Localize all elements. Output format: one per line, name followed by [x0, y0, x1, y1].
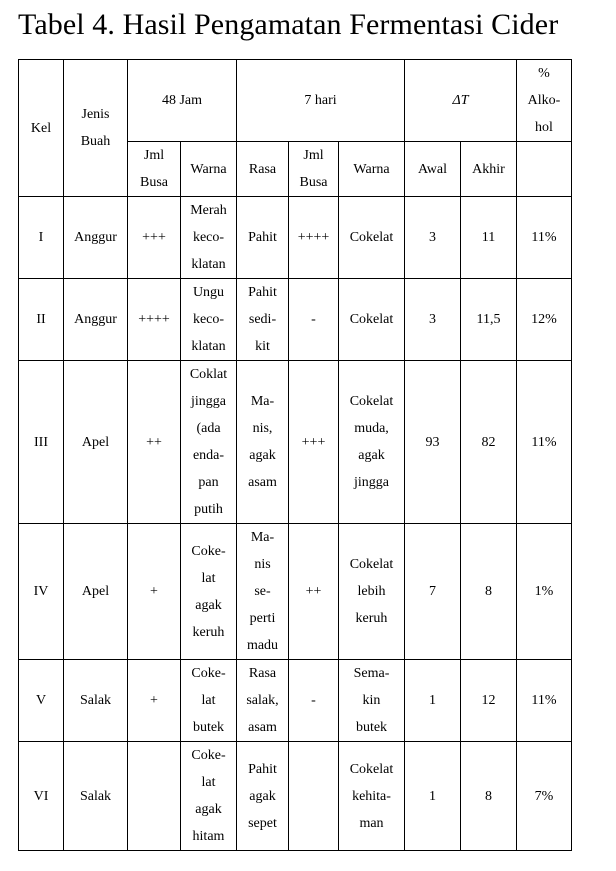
- cell-akhir: 11: [461, 197, 517, 279]
- cell-line: Pahit: [248, 761, 277, 777]
- cell-busa7: [289, 742, 339, 851]
- table-row: [19, 660, 572, 742]
- cell-awal: 1: [405, 660, 461, 742]
- cell-warna48: [181, 742, 237, 851]
- cell-busa48: ++: [128, 361, 181, 524]
- cell-line: kehita-: [352, 788, 391, 804]
- cell-buah: Anggur: [64, 197, 128, 279]
- header-alkohol-sub: [517, 142, 572, 197]
- cell-buah: Salak: [64, 742, 128, 851]
- cell-alkohol: 11%: [517, 660, 572, 742]
- cell-line: Cokelat: [349, 230, 394, 245]
- cell-warna7: [339, 197, 405, 279]
- header-alkohol-line: Alko-: [527, 93, 561, 108]
- header-jml-busa-7: [289, 142, 339, 197]
- cell-busa48: +: [128, 524, 181, 660]
- header-delta-t: ΔT: [405, 60, 517, 142]
- header-alkohol: [517, 60, 572, 142]
- cell-line: Ma-: [250, 394, 275, 409]
- cell-line: Pahit: [248, 285, 277, 300]
- cell-line: Pahit: [248, 230, 277, 245]
- cell-line: jingga: [191, 394, 226, 409]
- cell-line: agak: [249, 788, 276, 804]
- cell-buah: Apel: [64, 361, 128, 524]
- header-jenis-line: Jenis: [81, 107, 110, 122]
- cell-line: sedi-: [248, 312, 277, 327]
- cell-line: Cokelat: [349, 394, 394, 409]
- cell-rasa: [237, 197, 289, 279]
- cell-line: Coke-: [191, 748, 226, 763]
- fermentation-table: [18, 59, 572, 851]
- cell-warna48: [181, 361, 237, 524]
- cell-kel: I: [19, 197, 64, 279]
- cell-busa7: +++: [289, 361, 339, 524]
- cell-busa7: -: [289, 279, 339, 361]
- cell-awal: 1: [405, 742, 461, 851]
- cell-busa48: ++++: [128, 279, 181, 361]
- cell-alkohol: 11%: [517, 361, 572, 524]
- header-sub-line: Jml: [303, 148, 324, 163]
- table-row: [19, 361, 572, 524]
- cell-rasa: [237, 279, 289, 361]
- cell-buah: Apel: [64, 524, 128, 660]
- cell-line: Sema-: [353, 666, 390, 681]
- cell-busa7: ++: [289, 524, 339, 660]
- header-jenis-line: Buah: [80, 134, 111, 149]
- cell-akhir: 8: [461, 524, 517, 660]
- cell-line: keruh: [355, 611, 388, 626]
- cell-alkohol: 12%: [517, 279, 572, 361]
- cell-awal: 3: [405, 197, 461, 279]
- cell-line: asam: [248, 475, 277, 490]
- cell-buah: Salak: [64, 660, 128, 742]
- cell-kel: V: [19, 660, 64, 742]
- cell-line: keco-: [192, 312, 225, 327]
- cell-awal: 3: [405, 279, 461, 361]
- cell-busa48: +: [128, 660, 181, 742]
- cell-line: lat: [201, 775, 216, 790]
- cell-line: Coke-: [191, 666, 226, 681]
- cell-line: se-: [254, 584, 271, 599]
- cell-line: nis: [254, 557, 271, 572]
- cell-warna48: [181, 197, 237, 279]
- cell-line: keco-: [192, 230, 225, 245]
- header-akhir: Akhir: [461, 142, 517, 197]
- cell-line: Ungu: [192, 285, 225, 300]
- header-awal: Awal: [405, 142, 461, 197]
- cell-akhir: 11,5: [461, 279, 517, 361]
- header-sub-line: Busa: [140, 175, 168, 190]
- cell-line: agak: [195, 597, 222, 613]
- cell-warna48: [181, 660, 237, 742]
- cell-rasa: [237, 742, 289, 851]
- table-row: [19, 742, 572, 851]
- cell-line: asam: [248, 720, 277, 735]
- cell-line: madu: [246, 638, 279, 653]
- cell-kel: VI: [19, 742, 64, 851]
- cell-line: agak: [358, 448, 385, 463]
- cell-line: klatan: [191, 257, 226, 272]
- cell-rasa: [237, 361, 289, 524]
- cell-line: putih: [194, 502, 223, 517]
- cell-line: Coklat: [189, 367, 228, 382]
- cell-kel: II: [19, 279, 64, 361]
- cell-line: kit: [255, 339, 270, 354]
- cell-line: lat: [201, 693, 216, 708]
- cell-buah: Anggur: [64, 279, 128, 361]
- cell-awal: 7: [405, 524, 461, 660]
- cell-warna7: [339, 524, 405, 660]
- cell-line: lebih: [357, 584, 386, 599]
- cell-warna7: [339, 361, 405, 524]
- cell-line: sepet: [248, 815, 277, 831]
- cell-line: enda-: [192, 448, 225, 463]
- table-row: [19, 197, 572, 279]
- cell-line: Rasa: [248, 666, 277, 681]
- header-jml-busa-48: [128, 142, 181, 197]
- cell-akhir: 12: [461, 660, 517, 742]
- cell-line: Merah: [190, 203, 227, 218]
- cell-alkohol: 1%: [517, 524, 572, 660]
- cell-warna7: [339, 742, 405, 851]
- cell-warna48: [181, 524, 237, 660]
- cell-kel: III: [19, 361, 64, 524]
- cell-alkohol: 7%: [517, 742, 572, 851]
- cell-line: Ma-: [250, 530, 275, 545]
- header-jenis-buah: [64, 60, 128, 197]
- cell-rasa: [237, 524, 289, 660]
- cell-line: lat: [201, 570, 216, 586]
- header-kel: Kel: [19, 60, 64, 197]
- cell-line: kin: [362, 693, 381, 708]
- header-sub-line: Busa: [299, 175, 328, 190]
- cell-awal: 93: [405, 361, 461, 524]
- cell-rasa: [237, 660, 289, 742]
- table-row: [19, 279, 572, 361]
- cell-line: man: [359, 815, 384, 831]
- cell-line: jingga: [354, 475, 389, 490]
- cell-akhir: 8: [461, 742, 517, 851]
- header-alkohol-line: hol: [535, 120, 553, 135]
- cell-warna7: [339, 279, 405, 361]
- cell-line: muda,: [354, 421, 389, 436]
- header-rasa: Rasa: [237, 142, 289, 197]
- cell-busa48: [128, 742, 181, 851]
- table-row: [19, 524, 572, 660]
- cell-busa7: ++++: [289, 197, 339, 279]
- cell-line: Cokelat: [349, 312, 394, 327]
- header-7-hari: 7 hari: [237, 60, 405, 142]
- cell-akhir: 82: [461, 361, 517, 524]
- header-alkohol-line: %: [538, 66, 550, 81]
- cell-alkohol: 11%: [517, 197, 572, 279]
- cell-line: keruh: [192, 624, 225, 640]
- cell-line: agak: [249, 448, 276, 463]
- cell-line: Cokelat: [349, 557, 394, 572]
- cell-line: butek: [355, 720, 388, 735]
- cell-warna7: [339, 660, 405, 742]
- cell-line: perti: [249, 611, 276, 626]
- cell-kel: IV: [19, 524, 64, 660]
- header-warna-7: Warna: [339, 142, 405, 197]
- cell-line: salak,: [246, 693, 279, 708]
- cell-line: (ada: [196, 421, 221, 436]
- cell-line: agak: [195, 802, 222, 817]
- cell-busa7: -: [289, 660, 339, 742]
- header-48-jam: 48 Jam: [128, 60, 237, 142]
- cell-line: Coke-: [191, 543, 226, 559]
- cell-line: pan: [198, 475, 219, 490]
- cell-line: klatan: [191, 339, 226, 354]
- header-warna-48: Warna: [181, 142, 237, 197]
- page-title: Tabel 4. Hasil Pengamatan Fermentasi Cider: [18, 8, 559, 41]
- cell-line: nis,: [252, 421, 273, 436]
- cell-line: hitam: [192, 829, 225, 844]
- header-row-top: [19, 60, 572, 142]
- cell-line: butek: [192, 720, 225, 735]
- cell-line: Cokelat: [349, 761, 394, 777]
- cell-warna48: [181, 279, 237, 361]
- header-sub-line: Jml: [143, 148, 165, 163]
- cell-busa48: +++: [128, 197, 181, 279]
